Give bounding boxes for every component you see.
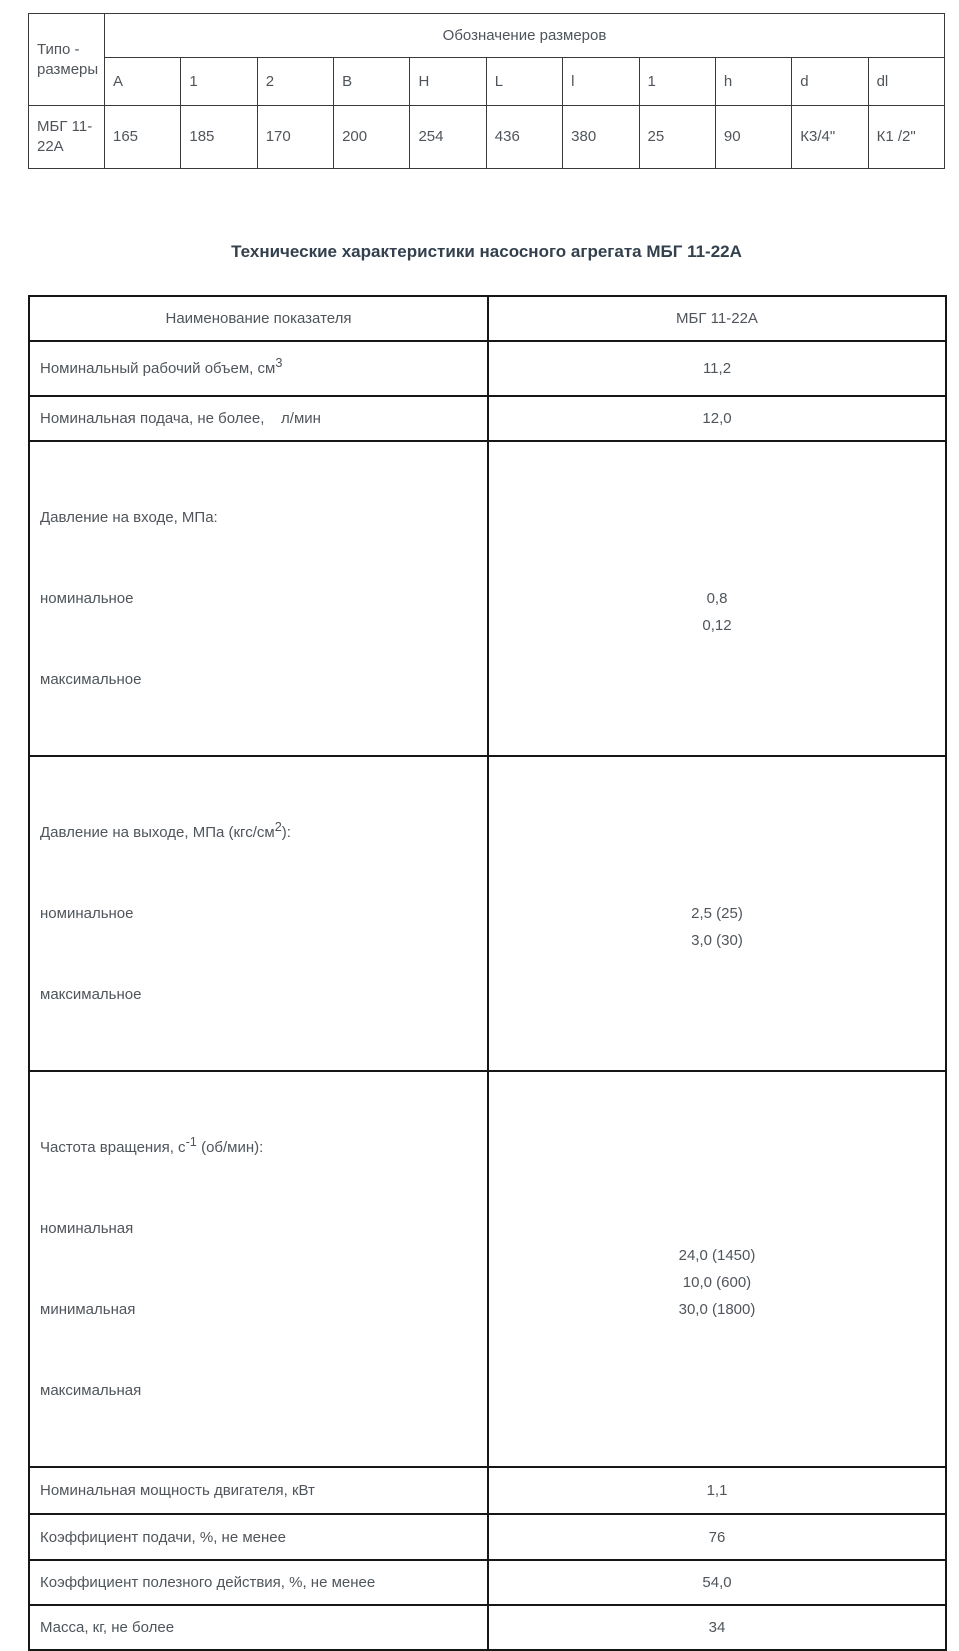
dims-value-cell: 436 xyxy=(486,106,562,169)
dims-col-header: 2 xyxy=(257,58,333,106)
table-row xyxy=(29,1560,946,1605)
spec-sub-value: 24,0 (1450) xyxy=(678,1247,756,1264)
dims-value-cell: К1 /2" xyxy=(868,106,944,169)
dims-data-row xyxy=(29,106,945,169)
dims-value-cell: 200 xyxy=(334,106,410,169)
dims-subheader-row xyxy=(29,58,945,106)
spec-name-text: Номинальный рабочий объем, см xyxy=(40,360,276,377)
spec-sub-value: 0,12 xyxy=(702,617,732,634)
spec-value: 11,2 xyxy=(488,341,946,396)
dims-row-label: МБГ 11-22А xyxy=(29,106,105,169)
spec-sub-label: номинальное xyxy=(40,590,134,607)
spec-group-title: Давление на входе, МПа: xyxy=(40,509,218,526)
spec-title-text: (об/мин): xyxy=(196,1139,264,1156)
table-row xyxy=(29,1514,946,1560)
specs-header-value: МБГ 11-22А xyxy=(488,296,946,341)
dims-header-row xyxy=(29,14,945,58)
dims-col-header: 1 xyxy=(639,58,715,106)
dims-value-cell: 90 xyxy=(715,106,791,169)
spec-name: Номинальная мощность двигателя, кВт xyxy=(29,1467,488,1514)
table-row xyxy=(29,1467,946,1514)
spec-sub-value: 0,8 xyxy=(706,590,728,607)
dims-value-cell: 254 xyxy=(410,106,486,169)
spec-sub-label: номинальная xyxy=(40,1220,134,1237)
dims-value-cell: 185 xyxy=(181,106,257,169)
spec-value xyxy=(488,1071,946,1467)
spec-name-superscript: 3 xyxy=(275,355,283,370)
spec-name: Номинальная подача, не более, л/мин xyxy=(29,396,488,441)
dims-value-cell: 380 xyxy=(563,106,639,169)
spec-sub-value: 10,0 (600) xyxy=(682,1274,752,1291)
spec-name xyxy=(29,1071,488,1467)
dims-value-cell: К3/4" xyxy=(792,106,868,169)
spec-value-spacer xyxy=(499,1215,935,1242)
spec-value: 1,1 xyxy=(488,1467,946,1514)
spec-group-title xyxy=(40,819,477,846)
dims-col-header: h xyxy=(715,58,791,106)
spec-group-title xyxy=(40,1134,477,1161)
spec-title-superscript: 2 xyxy=(274,819,282,834)
spec-name xyxy=(29,341,488,396)
spec-sub-value: 2,5 (25) xyxy=(691,905,743,922)
dims-col-header: dl xyxy=(868,58,944,106)
dims-col-header: H xyxy=(410,58,486,106)
spec-name: Коэффициент полезного действия, %, не менее xyxy=(29,1560,488,1605)
dims-col-header: L xyxy=(486,58,562,106)
dims-col-header: A xyxy=(105,58,181,106)
dims-value-cell: 25 xyxy=(639,106,715,169)
spec-sub-label: номинальное xyxy=(40,905,134,922)
dims-col-header: 1 xyxy=(181,58,257,106)
section-title: Технические характеристики насосного агрегата МБГ 11-22А xyxy=(231,242,742,261)
spec-value: 12,0 xyxy=(488,396,946,441)
spec-value: 54,0 xyxy=(488,1560,946,1605)
spec-sub-label: максимальное xyxy=(40,986,142,1003)
table-row xyxy=(29,341,946,396)
spec-value xyxy=(488,756,946,1071)
spec-value: 34 xyxy=(488,1605,946,1650)
table-row xyxy=(29,756,946,1071)
dims-col-header: B xyxy=(334,58,410,106)
dims-corner-cell: Типо - размеры xyxy=(29,14,105,106)
dims-value-cell: 165 xyxy=(105,106,181,169)
spec-title-text: Частота вращения, с xyxy=(40,1139,186,1156)
table-row xyxy=(29,441,946,756)
spec-name xyxy=(29,756,488,1071)
spec-name: Масса, кг, не более xyxy=(29,1605,488,1650)
spec-value: 76 xyxy=(488,1514,946,1560)
dims-col-header: l xyxy=(563,58,639,106)
spec-title-text: ): xyxy=(281,824,291,841)
spec-name: Коэффициент подачи, %, не менее xyxy=(29,1514,488,1560)
spec-value-spacer xyxy=(499,558,935,585)
specs-header-name: Наименование показателя xyxy=(29,296,488,341)
spec-title-superscript: -1 xyxy=(185,1134,197,1149)
spec-value-spacer xyxy=(499,873,935,900)
spec-sub-label: минимальная xyxy=(40,1301,136,1318)
dims-span-header: Обозначение размеров xyxy=(105,14,945,58)
dims-col-header: d xyxy=(792,58,868,106)
dimensions-table xyxy=(28,13,945,169)
spec-sub-label: максимальная xyxy=(40,1382,142,1399)
specs-table xyxy=(28,295,947,1651)
spec-value xyxy=(488,441,946,756)
spec-name xyxy=(29,441,488,756)
spec-sub-label: максимальное xyxy=(40,671,142,688)
spec-sub-value: 3,0 (30) xyxy=(691,932,743,949)
dims-value-cell: 170 xyxy=(257,106,333,169)
spec-sub-value: 30,0 (1800) xyxy=(678,1301,756,1318)
table-row xyxy=(29,396,946,441)
table-row xyxy=(29,1605,946,1650)
spec-title-text: Давление на выходе, МПа (кгс/см xyxy=(40,824,275,841)
table-row xyxy=(29,1071,946,1467)
specs-header-row xyxy=(29,296,946,341)
